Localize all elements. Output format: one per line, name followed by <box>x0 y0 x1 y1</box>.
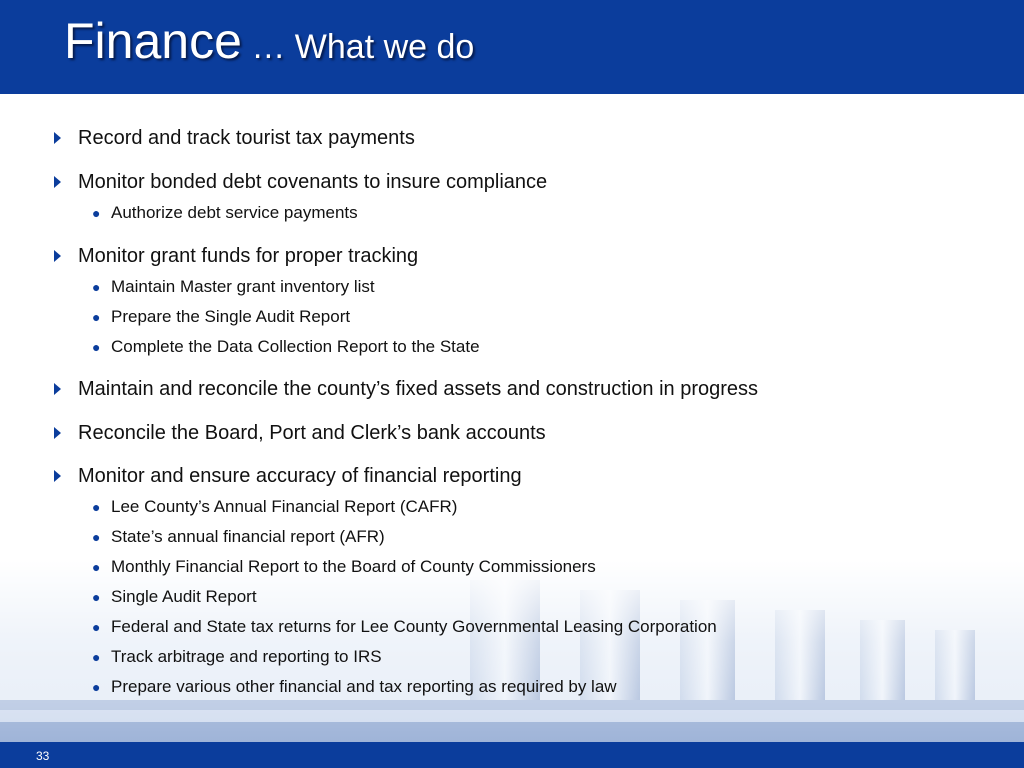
arrow-bullet-icon <box>54 132 61 144</box>
sub-bullet-text: Complete the Data Collection Report to the State <box>111 337 480 356</box>
dot-bullet-icon: ● <box>92 619 101 635</box>
sub-bullet-item <box>92 677 617 697</box>
bullet-text: Monitor grant funds for proper tracking <box>78 245 419 267</box>
bullet-item <box>78 421 546 445</box>
arrow-bullet-icon <box>54 427 61 439</box>
footer-bar <box>0 742 1024 768</box>
title-sub: … What we do <box>241 28 475 66</box>
sub-bullet-item <box>92 617 717 637</box>
sub-bullet-item <box>92 587 257 607</box>
dot-bullet-icon: ● <box>92 679 101 695</box>
bullet-item <box>78 126 415 150</box>
sub-bullet-text: State’s annual financial report (AFR) <box>111 527 385 546</box>
bullet-text: Monitor bonded debt covenants to insure compliance <box>78 171 548 193</box>
sub-bullet-item <box>92 203 358 223</box>
dot-bullet-icon: ● <box>92 309 101 325</box>
title-main: Finance <box>64 13 242 69</box>
dot-bullet-icon: ● <box>92 529 101 545</box>
dot-bullet-icon: ● <box>92 649 101 665</box>
sub-bullet-text: Federal and State tax returns for Lee County Governmental Leasing Corporation <box>111 617 717 636</box>
sub-bullet-text: Prepare the Single Audit Report <box>111 307 351 326</box>
dot-bullet-icon: ● <box>92 559 101 575</box>
sub-bullet-item <box>92 557 596 577</box>
arrow-bullet-icon <box>54 470 61 482</box>
bullet-item <box>78 170 547 194</box>
bullet-text: Maintain and reconcile the county’s fixed assets and construction in progress <box>78 378 759 400</box>
sub-bullet-item <box>92 647 382 667</box>
dot-bullet-icon: ● <box>92 339 101 355</box>
sub-bullet-text: Single Audit Report <box>111 587 257 606</box>
sub-bullet-text: Authorize debt service payments <box>111 203 358 222</box>
bullet-item <box>78 464 522 488</box>
sub-bullet-item <box>92 497 458 517</box>
sub-bullet-item <box>92 527 385 547</box>
sub-bullet-text: Track arbitrage and reporting to IRS <box>111 647 382 666</box>
arrow-bullet-icon <box>54 176 61 188</box>
sub-bullet-text: Lee County’s Annual Financial Report (CAFR) <box>111 497 458 516</box>
sub-bullet-text: Prepare various other financial and tax reporting as required by law <box>111 677 617 696</box>
page-number: 33 <box>36 749 50 763</box>
bullet-item <box>78 377 758 401</box>
dot-bullet-icon: ● <box>92 589 101 605</box>
dot-bullet-icon: ● <box>92 279 101 295</box>
sub-bullet-item <box>92 307 351 327</box>
dot-bullet-icon: ● <box>92 205 101 221</box>
bullet-text: Reconcile the Board, Port and Clerk’s bank accounts <box>78 422 546 444</box>
bullet-text: Record and track tourist tax payments <box>78 127 415 149</box>
sub-bullet-text: Maintain Master grant inventory list <box>111 277 375 296</box>
bullet-item <box>78 244 418 268</box>
sub-bullet-item <box>92 277 375 297</box>
arrow-bullet-icon <box>54 250 61 262</box>
bullet-text: Monitor and ensure accuracy of financial reporting <box>78 465 522 487</box>
sub-bullet-item <box>92 337 480 357</box>
dot-bullet-icon: ● <box>92 499 101 515</box>
arrow-bullet-icon <box>54 383 61 395</box>
sub-bullet-text: Monthly Financial Report to the Board of County Commissioners <box>111 557 596 576</box>
